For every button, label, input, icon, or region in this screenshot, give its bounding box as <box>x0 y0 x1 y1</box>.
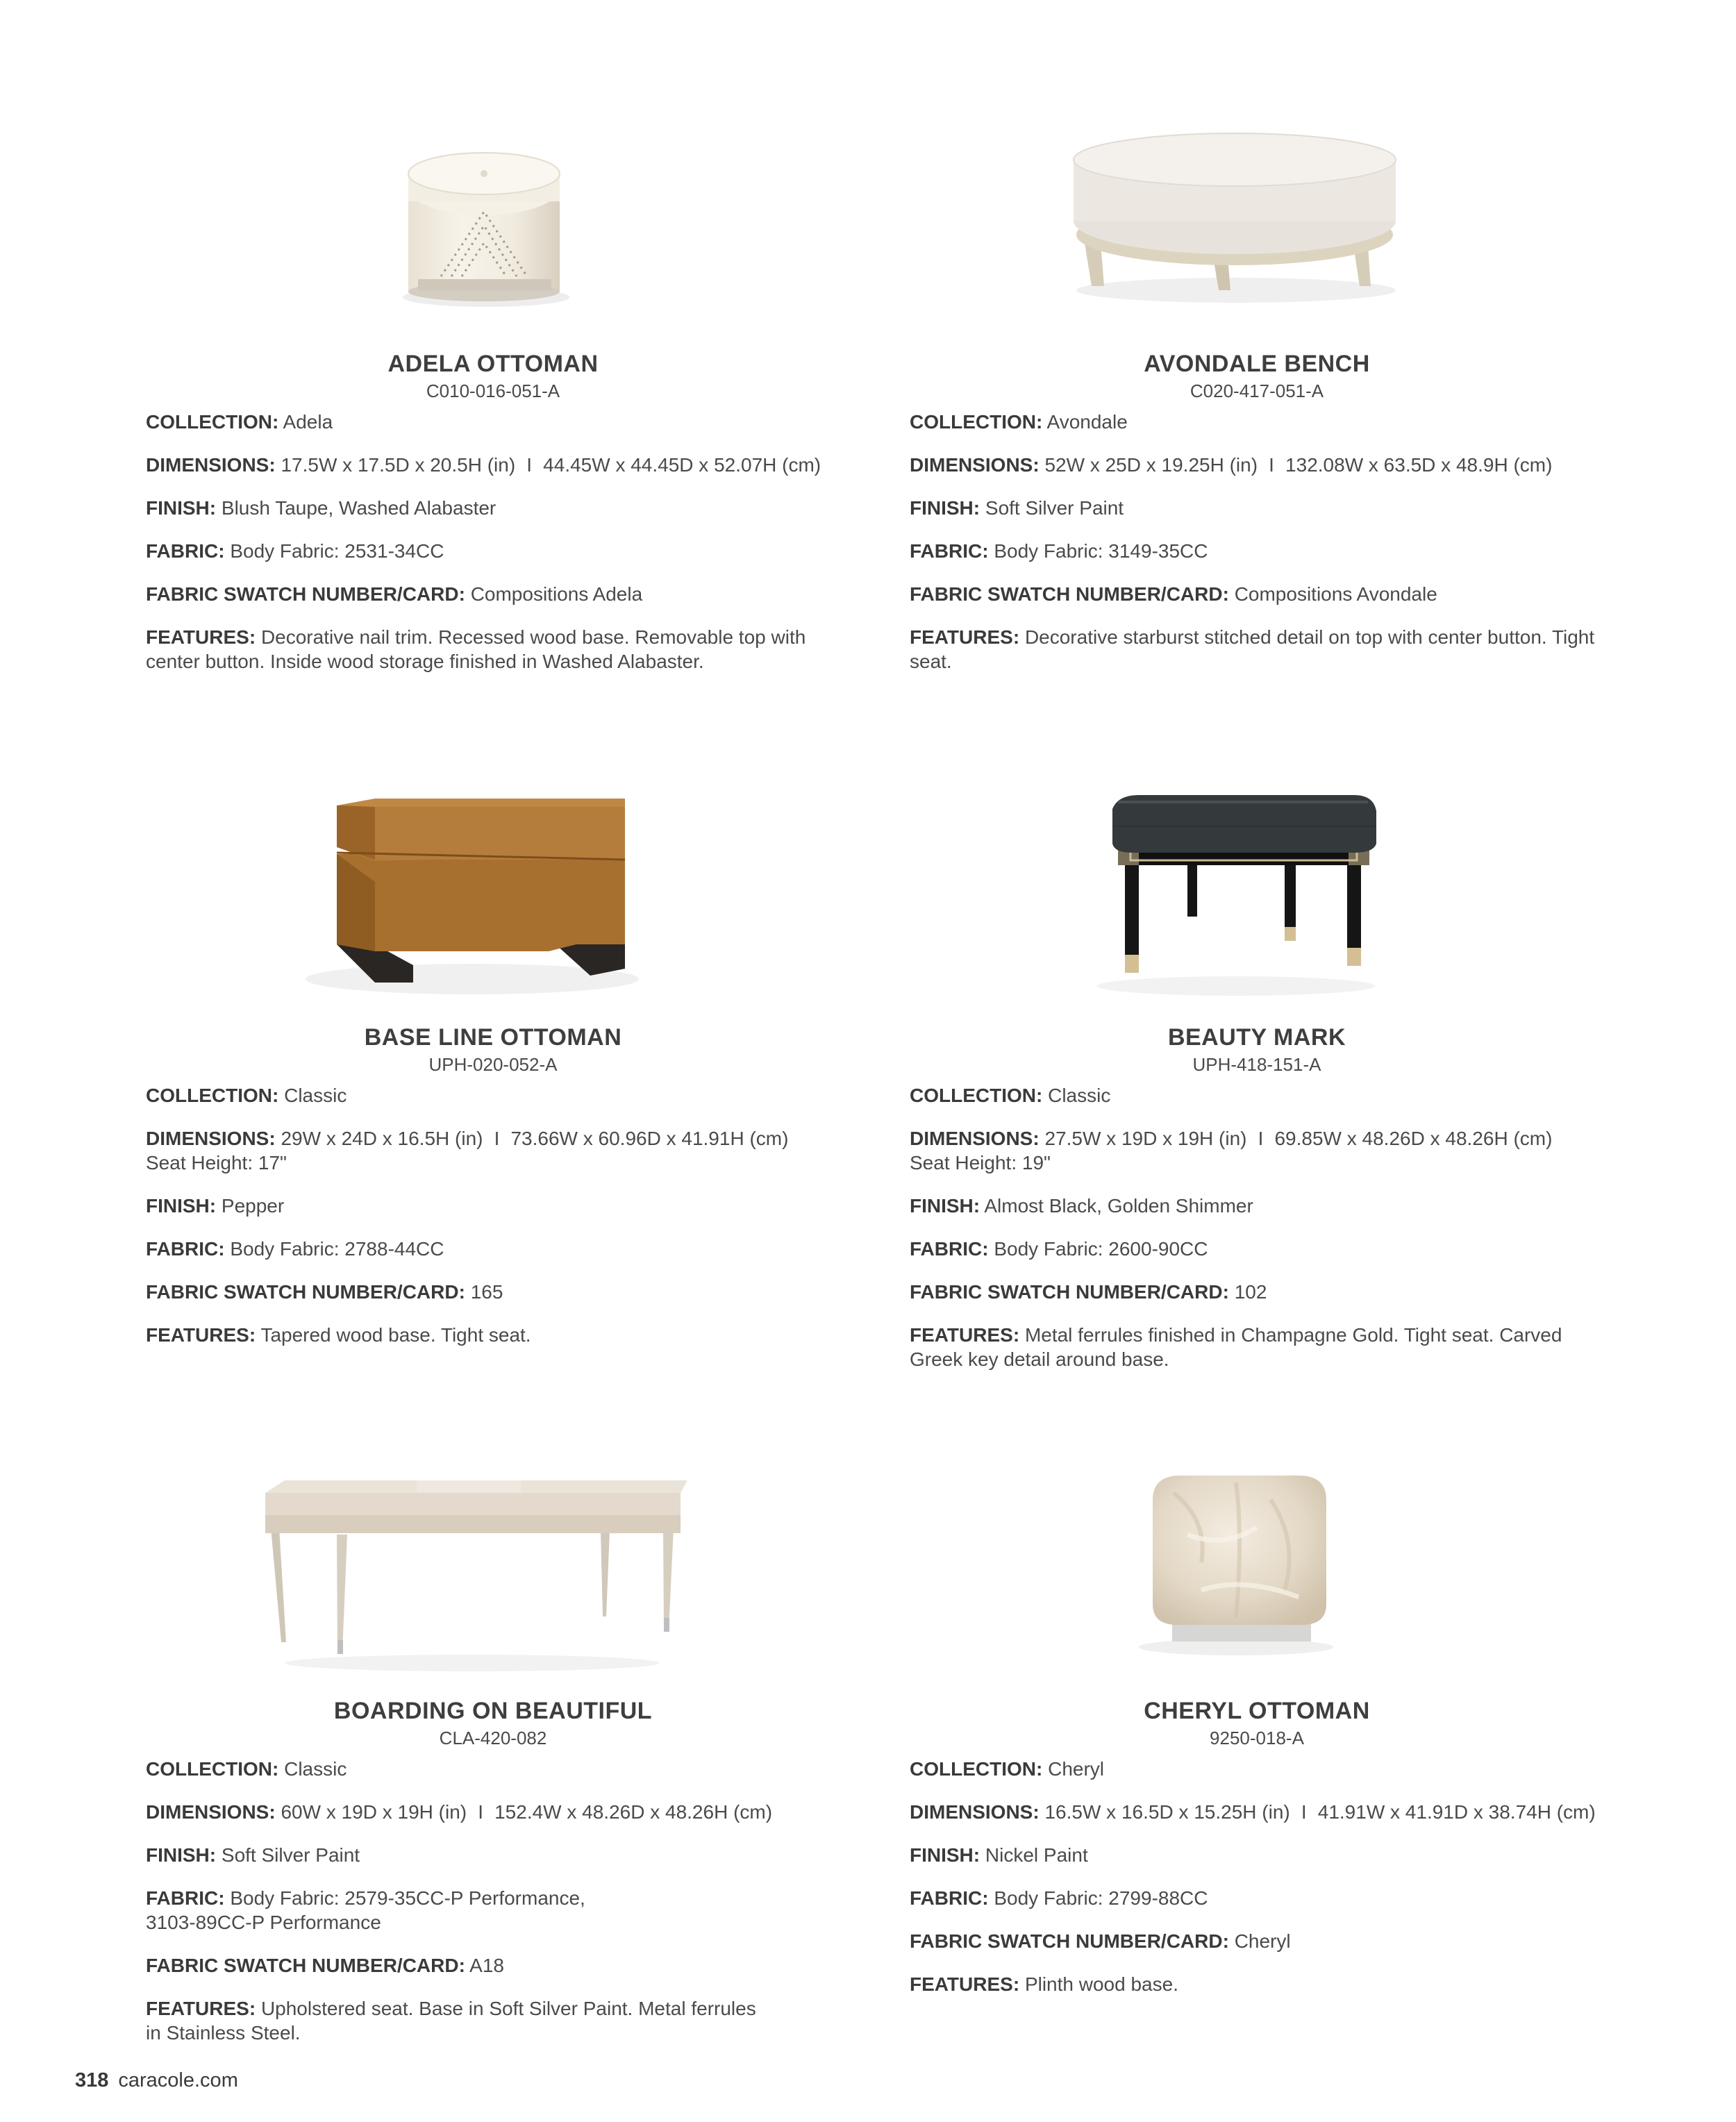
spec-swatch: FABRIC SWATCH NUMBER/CARD: Compositions Adela <box>146 583 643 605</box>
spec-features: FEATURES: Plinth wood base. <box>910 1973 1178 1995</box>
spec-collection: COLLECTION: Classic <box>910 1085 1111 1106</box>
spec-dimensions: DIMENSIONS: 29W x 24D x 16.5H (in) I 73.66W x 60.96D x 41.91H (cm) Seat Height: 17" <box>146 1128 789 1173</box>
product-card-beauty-mark <box>910 778 1604 1403</box>
spec-fabric: FABRIC: Body Fabric: 3149-35CC <box>910 540 1208 562</box>
product-card-avondale-bench <box>910 104 1604 715</box>
spec-finish: FINISH: Pepper <box>146 1195 285 1217</box>
spec-collection: COLLECTION: Classic <box>146 1758 347 1780</box>
round-ottoman-icon <box>146 104 840 333</box>
spec-finish: FINISH: Nickel Paint <box>910 1844 1088 1866</box>
product-image-avondale <box>910 104 1604 333</box>
spec-swatch: FABRIC SWATCH NUMBER/CARD: 102 <box>910 1281 1267 1303</box>
spec-dimensions: DIMENSIONS: 52W x 25D x 19.25H (in) I 132.08W x 63.5D x 48.9H (cm) <box>910 454 1553 476</box>
product-sku: UPH-418-151-A <box>1192 1054 1321 1075</box>
product-name: ADELA OTTOMAN <box>387 351 599 377</box>
spec-finish: FINISH: Soft Silver Paint <box>146 1844 360 1866</box>
spec-dimensions: DIMENSIONS: 60W x 19D x 19H (in) I 152.4W x 48.26D x 48.26H (cm) <box>146 1801 773 1823</box>
product-image-boarding <box>146 1451 840 1694</box>
product-name: BASE LINE OTTOMAN <box>364 1024 622 1051</box>
spec-finish: FINISH: Blush Taupe, Washed Alabaster <box>146 497 496 519</box>
spec-dimensions: DIMENSIONS: 17.5W x 17.5D x 20.5H (in) I 44.45W x 44.45D x 52.07H (cm) <box>146 454 821 476</box>
long-bench-icon <box>146 1451 840 1694</box>
product-specs <box>910 1757 1604 2015</box>
block-ottoman-icon <box>146 778 840 1021</box>
spec-swatch: FABRIC SWATCH NUMBER/CARD: Cheryl <box>910 1930 1291 1952</box>
spec-fabric: FABRIC: Body Fabric: 2788-44CC <box>146 1238 444 1260</box>
spec-fabric: FABRIC: Body Fabric: 2600-90CC <box>910 1238 1208 1260</box>
spec-fabric: FABRIC: Body Fabric: 2531-34CC <box>146 540 444 562</box>
product-sku: UPH-020-052-A <box>428 1054 558 1075</box>
spec-swatch: FABRIC SWATCH NUMBER/CARD: 165 <box>146 1281 503 1303</box>
spec-swatch: FABRIC SWATCH NUMBER/CARD: Compositions Avondale <box>910 583 1437 605</box>
product-sku: C010-016-051-A <box>426 381 560 401</box>
product-specs <box>910 410 1604 692</box>
spec-features: FEATURES: Decorative nail trim. Recessed wood base. Removable top with center button. Inside wood storage finished in Washed Alabaster. <box>146 626 806 672</box>
product-image-beauty-mark <box>910 778 1604 1021</box>
oval-bench-icon <box>910 104 1604 333</box>
product-card-boarding-on-beautiful <box>146 1451 840 2062</box>
spec-collection: COLLECTION: Cheryl <box>910 1758 1105 1780</box>
spec-collection: COLLECTION: Avondale <box>910 411 1128 433</box>
cube-ottoman-icon <box>910 1451 1604 1694</box>
spec-collection: COLLECTION: Adela <box>146 411 333 433</box>
product-image-cheryl <box>910 1451 1604 1694</box>
spec-fabric: FABRIC: Body Fabric: 2799-88CC <box>910 1887 1208 1909</box>
product-sku: 9250-018-A <box>1210 1728 1304 1748</box>
spec-swatch: FABRIC SWATCH NUMBER/CARD: A18 <box>146 1955 504 1976</box>
spec-collection: COLLECTION: Classic <box>146 1085 347 1106</box>
spec-finish: FINISH: Almost Black, Golden Shimmer <box>910 1195 1253 1217</box>
product-specs <box>146 1083 840 1366</box>
legged-stool-icon <box>910 778 1604 1021</box>
product-card-base-line-ottoman <box>146 778 840 1403</box>
page-footer <box>75 2069 238 2092</box>
spec-features: FEATURES: Upholstered seat. Base in Soft Silver Paint. Metal ferrules in Stainless Steel. <box>146 1998 756 2044</box>
product-name: BEAUTY MARK <box>1167 1024 1346 1051</box>
spec-dimensions: DIMENSIONS: 16.5W x 16.5D x 15.25H (in) I 41.91W x 41.91D x 38.74H (cm) <box>910 1801 1596 1823</box>
spec-dimensions: DIMENSIONS: 27.5W x 19D x 19H (in) I 69.85W x 48.26D x 48.26H (cm) Seat Height: 19" <box>910 1128 1553 1173</box>
product-image-adela <box>146 104 840 333</box>
spec-features: FEATURES: Decorative starburst stitched detail on top with center button. Tight seat. <box>910 626 1595 672</box>
product-card-cheryl-ottoman <box>910 1451 1604 2062</box>
product-specs <box>146 410 840 692</box>
product-sku: CLA-420-082 <box>439 1728 547 1748</box>
spec-features: FEATURES: Tapered wood base. Tight seat. <box>146 1324 531 1346</box>
page-number: 318 <box>75 2069 109 2091</box>
product-specs <box>910 1083 1604 1390</box>
spec-finish: FINISH: Soft Silver Paint <box>910 497 1124 519</box>
product-specs <box>146 1757 840 2064</box>
product-card-adela-ottoman <box>146 104 840 715</box>
product-name: BOARDING ON BEAUTIFUL <box>333 1698 653 1724</box>
spec-features: FEATURES: Metal ferrules finished in Champagne Gold. Tight seat. Carved Greek key detail around base. <box>910 1324 1562 1370</box>
product-image-base-line <box>146 778 840 1021</box>
product-name: CHERYL OTTOMAN <box>1144 1698 1370 1724</box>
site-link[interactable]: caracole.com <box>118 2069 238 2091</box>
product-name: AVONDALE BENCH <box>1144 351 1370 377</box>
spec-fabric: FABRIC: Body Fabric: 2579-35CC-P Performance, 3103-89CC-P Performance <box>146 1887 585 1933</box>
product-sku: C020-417-051-A <box>1190 381 1324 401</box>
